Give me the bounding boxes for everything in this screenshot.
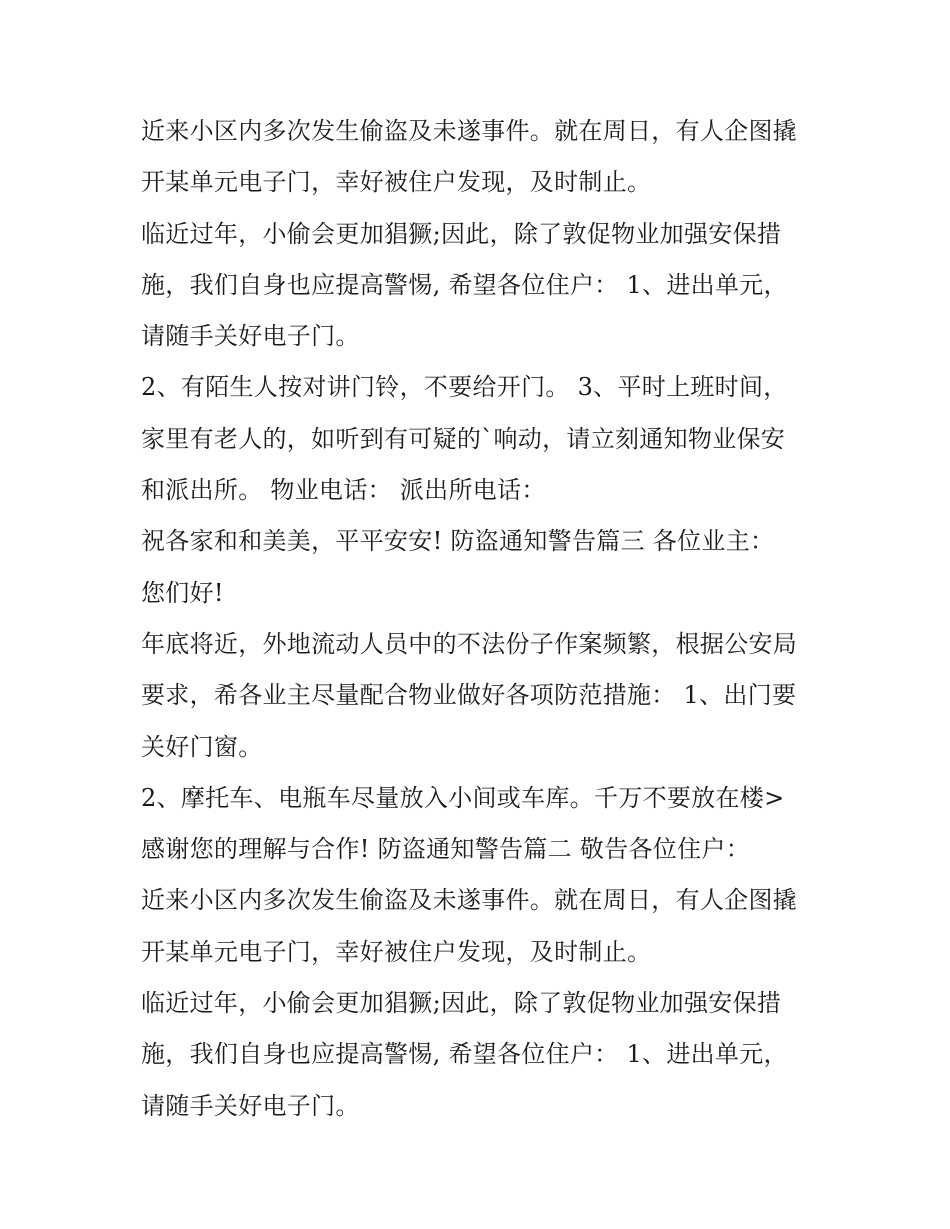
text-line: 近来小区内多次发生偷盗及未遂事件。就在周日，有人企图撬: [141, 886, 798, 915]
text-line: 您们好!: [141, 578, 224, 607]
text-line: 祝各家和和美美，平平安安! 防盗通知警告篇三 各位业主：: [141, 527, 775, 556]
text-line: 关好门窗。: [141, 732, 263, 761]
text-line: 2、有陌生人按对讲门铃，不要给开门。 3、平时上班时间，: [141, 373, 788, 402]
text-line: 2、摩托车、电瓶车尽量放入小间或车库。千万不要放在楼>: [141, 783, 785, 812]
text-line: 家里有老人的，如听到有可疑的`响动，请立刻通知物业保安: [141, 424, 786, 453]
text-line: 临近过年，小偷会更加猖獗;因此，除了敦促物业加强安保措: [141, 219, 782, 248]
text-line: 施，我们自身也应提高警惕, 希望各位住户： 1、进出单元，: [141, 270, 788, 299]
text-line: 近来小区内多次发生偷盗及未遂事件。就在周日，有人企图撬: [141, 117, 798, 145]
text-line: 和派出所。 物业电话： 派出所电话：: [141, 476, 546, 505]
text-line: 临近过年，小偷会更加猖獗;因此，除了敦促物业加强安保措: [141, 989, 782, 1018]
document-body: [141, 106, 821, 1132]
text-line: 开某单元电子门，幸好被住户发现，及时制止。: [141, 937, 652, 966]
text-line: 施，我们自身也应提高警惕, 希望各位住户： 1、进出单元，: [141, 1040, 788, 1069]
text-line: 要求，希各业主尽量配合物业做好各项防范措施： 1、出门要: [141, 681, 797, 710]
text-line: 年底将近，外地流动人员中的不法份子作案频繁，根据公安局: [141, 629, 798, 658]
text-line: 感谢您的理解与合作! 防盗通知警告篇二 敬告各位住户：: [141, 835, 751, 864]
text-line: 请随手关好电子门。: [141, 322, 360, 351]
text-line: 开某单元电子门，幸好被住户发现，及时制止。: [141, 168, 652, 197]
text-line: 请随手关好电子门。: [141, 1091, 360, 1120]
